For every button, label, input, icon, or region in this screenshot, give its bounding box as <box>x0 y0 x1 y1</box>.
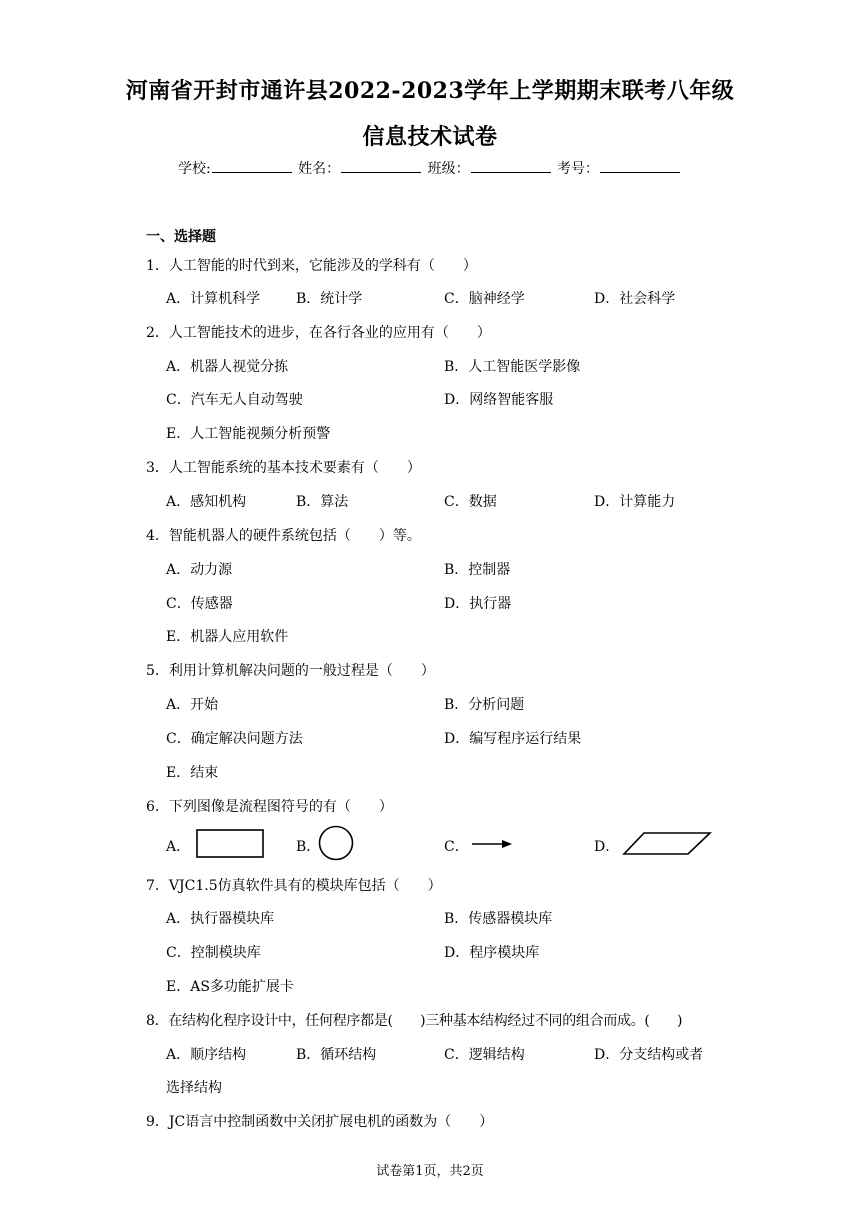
question-8-option-d-continued: 选择结构 <box>166 1080 222 1096</box>
question-1-option-d: D．社会科学 <box>594 291 676 307</box>
question-7-option-c: C．控制模块库 <box>166 945 261 961</box>
question-8-option-a: A．顺序结构 <box>166 1047 247 1063</box>
question-8-stem: 8．在结构化程序设计中，任何程序都是( )三种基本结构经过不同的组合而成。( ) <box>146 1013 683 1029</box>
question-3-option-d: D．计算能力 <box>594 494 676 510</box>
question-8-option-b: B．循环结构 <box>296 1047 377 1063</box>
question-6-option-c: C． <box>444 839 469 855</box>
question-4-option-a: A．动力源 <box>166 562 233 578</box>
question-2-option-b: B．人工智能医学影像 <box>444 359 581 375</box>
name-blank <box>341 160 421 173</box>
question-7-option-b: B．传感器模块库 <box>444 911 553 927</box>
question-8-option-c: C．逻辑结构 <box>444 1047 525 1063</box>
exam-title-line1: 河南省开封市通许县2022-2023学年上学期期末联考八年级 <box>125 78 735 104</box>
question-2-option-c: C．汽车无人自动驾驶 <box>166 392 303 408</box>
question-6-option-b: B． <box>296 839 321 855</box>
question-7-option-a: A．执行器模块库 <box>166 911 275 927</box>
question-3-stem: 3．人工智能系统的基本技术要素有（ ） <box>146 460 421 476</box>
question-7-option-e: E．AS多功能扩展卡 <box>166 979 294 995</box>
question-1-option-b: B．统计学 <box>296 291 363 307</box>
exam-title-line2: 信息技术试卷 <box>362 124 498 150</box>
page-footer: 试卷第1页，共2页 <box>376 1164 484 1179</box>
question-1-stem: 1．人工智能的时代到来，它能涉及的学科有（ ） <box>146 258 477 274</box>
question-5-stem: 5．利用计算机解决问题的一般过程是（ ） <box>146 663 435 679</box>
question-3-option-c: C．数据 <box>444 494 497 510</box>
parallelogram-io-symbol <box>622 830 714 858</box>
question-2-option-d: D．网络智能客服 <box>444 392 554 408</box>
question-6-option-d: D． <box>594 839 620 855</box>
question-4-option-b: B．控制器 <box>444 562 511 578</box>
question-4-option-c: C．传感器 <box>166 596 233 612</box>
question-4-option-e: E．机器人应用软件 <box>166 629 289 645</box>
question-1-option-a: A．计算机科学 <box>166 291 261 307</box>
question-2-option-e: E．人工智能视频分析预警 <box>166 426 331 442</box>
school-blank <box>212 160 292 173</box>
number-label: 考号： <box>557 161 600 177</box>
circle-symbol <box>318 825 356 863</box>
question-5-option-a: A．开始 <box>166 697 219 713</box>
question-2-option-a: A．机器人视觉分拣 <box>166 359 289 375</box>
class-label: 班级： <box>427 161 470 177</box>
question-5-option-d: D．编写程序运行结果 <box>444 731 582 747</box>
school-label: 学校: <box>177 161 211 177</box>
class-blank <box>471 160 551 173</box>
name-label: 姓名： <box>298 161 341 177</box>
student-info-line <box>0 158 860 178</box>
question-5-option-b: B．分析问题 <box>444 697 525 713</box>
question-1-option-c: C．脑神经学 <box>444 291 525 307</box>
question-5-option-e: E．结束 <box>166 765 219 781</box>
question-8-option-d: D．分支结构或者 <box>594 1047 704 1063</box>
number-blank <box>600 160 680 173</box>
question-6-stem: 6．下列图像是流程图符号的有（ ） <box>146 799 393 815</box>
question-3-option-a: A．感知机构 <box>166 494 247 510</box>
question-7-stem: 7．VJC1.5仿真软件具有的模块库包括（ ） <box>146 878 442 894</box>
question-6-option-a: A． <box>166 839 191 855</box>
question-4-stem: 4．智能机器人的硬件系统包括（ ）等。 <box>146 528 421 544</box>
arrow-flowline-symbol <box>470 836 516 852</box>
section-heading: 一、选择题 <box>146 229 216 245</box>
question-4-option-d: D．执行器 <box>444 596 512 612</box>
question-7-option-d: D．程序模块库 <box>444 945 540 961</box>
question-3-option-b: B．算法 <box>296 494 349 510</box>
question-9-stem: 9．JC语言中控制函数中关闭扩展电机的函数为（ ） <box>146 1114 494 1130</box>
rectangle-process-symbol <box>196 828 266 860</box>
question-2-stem: 2．人工智能技术的进步，在各行各业的应用有（ ） <box>146 325 491 341</box>
question-5-option-c: C．确定解决问题方法 <box>166 731 303 747</box>
